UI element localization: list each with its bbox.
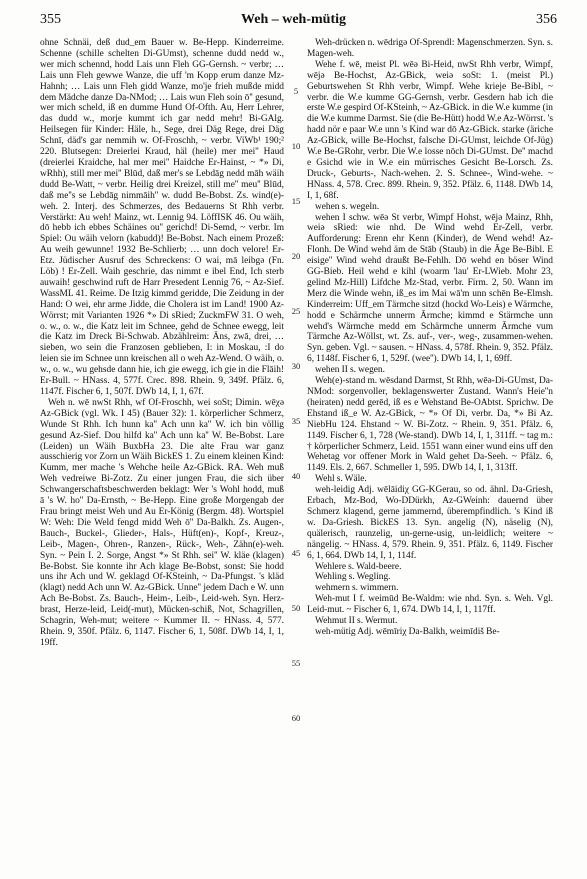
line-number: 45 (291, 548, 301, 558)
entry-wehl: Wehl s. Wäle. (315, 474, 367, 485)
entry-wehmern: wehmern s. wimmern. (315, 583, 399, 594)
header-title: Weh – weh-mütig (241, 12, 346, 27)
line-number: 20 (291, 251, 301, 261)
page-number-left: 355 (40, 12, 61, 27)
entry-wehmuetig: weh-mütig Adj. wēmīriχ Da-Balkh, weimīdiš Be- (315, 626, 500, 637)
left-column (40, 38, 284, 649)
entry-wehe: Wehe f. wē, meist Pl. wēə Bi-Heid, nwSt Rhh verbr, Wimpf, wējə Be-Hochst, Az-GBick, weiə soSt: 1. (meist Pl.) Geburtswehen St Rhh verbr, Wimpf. Wehe krieje Be-Bibl, ~ verbr. die W.e kumme GG-Gernsh, verbr. Gesdern hab ich die erste W.e gespird Of-KSteinh, ~ Az-GBick. in die W.e kumme (in die W.e kumme Darmst. Sie (die Be-Hütt) hodd W.e Az-Wörrst. 's hadd nör e paar W.e unn 's Kind war dō Az-GBick. starke (äriche Az-GBick, wille Be-Hochst, falsche Di-GUmst, leichde Of-Jüg) W.e Be-GRohr, verbr. Die W.e losse nōch Di-GUmst. De'' machd e Gsichd wie in W.e ein mürrisches Gesicht Be-Lorsch. Zs. Druck-, Geburts-, Nach-wehen. 2. S. Schnee-, Wind-wehe. ~ HNass. 4, 578. Crec. 899. Rhein. 9, 352. Pfälz. 6, 1148. DWb 14, I, 1, 68f. (307, 59, 553, 201)
page-number-right: 356 (536, 12, 557, 27)
entry-wehen-ii: wehen II s. wegen. (315, 365, 385, 376)
line-number: 35 (291, 416, 301, 426)
entry-wehen-ref: wehen s. wegeln. (315, 201, 380, 212)
entry-weh-noun: Weh n. wē nwSt Rhh, wf Of-Froschh, wei soSt; Dimin. wēχə Az-GBick (vgl. Wk. I 45) (Bauer 32): 1. körperlicher Schmerz, Wunde St Rhh. Ich hunn ka'' Ach unn ka'' W. ich bin völlig gesund Az-Sief. Dou hilfd ka'' Ach unn ka'' W. Be-Bobst. Lare (Leiden) un Wäih BuxbHa 23. Die alte Frau war ganz ausschierig vor Zorn un Wäih BickES 1. Zu einem kleinen Kind: Kumm, mer mache 's Wehche heile Az-GBick. RA. Weh muß Weh vedreiwe Bi-Zotz. Zu einer jungen Frau, die sich über Schwangerschaftsbeschwerden beklagt: Wer 's Wohl hodd, muß ā 's W. ho'' Da-Ernsth, ~ Be-Hepp. Eine große Morgengab der Frau bringt meist Weh und Au Er-König (Bergm. 48). Wortspiel W: Weh: Die Weld fengd midd Weh ō'' Da-Balkh. Zs. Augen-, Bauch-, Buckel-, Glieder-, Hals-, Hüft(en)-, Kopf-, Kreuz-, Leib-, Magen-, Ohren-, Ranzen-, Rück-, Weh-, Zähn(e)-weh. Syn. ~ Pein I. 2. Sorge, Angst *» St Rhh. sei'' W. kläe (klagen) Be-Bobst. Sie konnte ihr Ach klage Be-Bobst, sonst: Sie hodd uns ihr Ach und W. geklagd Of-KSteinh, ~ Da-Pfungst. 's kläd (klagt) nedd Ach unn W. Az-GBick. Unne'' jedem Dach e W. unn Ach Be-Bobst. Zs. Bauch-, Heim-, Leib-, Leid-weh. Syn. Herz-brast, Herze-leid, Leid(-mut), Mücken-schiß, Not, Schagrillen, Schagrin, Weh-mut; weitere ~ Kummer II. ~ HNass. 4, 577. Rhein. 9, 350f. Pfälz. 6, 1147. Fischer 6, 1, 508f. DWb 14, I, 1, 19ff. (40, 397, 284, 648)
entry-wehmut-i: Weh-mut I f. weimūd Be-Waldm: wie nhd. Syn. s. Weh. Vgl. Leid-mut. ~ Fischer 6, 1, 674. DWb 14, I, 1, 117ff. (307, 594, 553, 616)
entry-wehling: Wehling s. Wegling. (315, 572, 391, 583)
line-number: 25 (291, 306, 301, 316)
running-header (0, 12, 587, 32)
entry-wehlere: Wehlere s. Wald-beere. (315, 561, 402, 572)
entry-wehmut-ii: Wehmut II s. Wermut. (315, 616, 398, 627)
line-number: 40 (291, 471, 301, 481)
line-number: 10 (291, 141, 301, 151)
line-number: 5 (293, 86, 299, 96)
line-number: 30 (291, 361, 301, 371)
line-number: 15 (291, 196, 301, 206)
line-number: 60 (291, 713, 301, 723)
entry-wehestand: Weh(e)-stand m. wēsdand Darmst, St Rhh, wēə-Di-GUmst, Da-NMod: sorgenvoller, beklagenswerter Zustand. Wann's Heie''n (heiraten) nedd gerēd, iß es e Wehstand Be-OAbtst. Sprichw. De Ehstand iß_e W. Az-GBick, ~ *» Of Di, verbr. Da, *» Bi Az. NiebHu 124. Ehstand ~ W. Bi-Zotz. ~ Rhein. 9, 351. Pfälz. 6, 1149. Fischer 6, 1, 728 (We-stand). DWb 14, I, 1, 311ff. ~ tag m.: † körperlicher Schmerz, Leid. 1551 wann einer wund eins uff den Wehetag vor offener Mork in Wald gehet Da-Seeh. ~ Pfälz. 6, 1149. Els. 2, 667. Schmeller 1, 595. DWb 14, I, 1, 313ff. (307, 376, 553, 474)
entry-weh-cont: ohne Schnäi, deß dud_em Bauer w. Be-Hepp. Kinderreime. Schenne (schille schelten Di-GUmst), schenne dudd nedd w., wer mich schennd, hodd Lais unn Fleh GG-Gernsh. ~ verbr; … Lais unn Fleh gewwe Wanze, die uff 'm Kopp erum danze Mz-Hahnh; … Lais unn Fleh gidd Wanze, mo'je frieh mußde midd dem Mädche danze Da-NMod; … Lais wun Fleh soin ō'' gesund, wer mich scheld, iß en dumme Hund Of-Ofth. Au, Herr Lehrer, das dudd w., morje kummt ich gar nedd mehr! Bi-GAlg. Heilsegen für Kinder: Häle, h., Sege, drei Däg Rege, drei Däg Schnī, däd's gar nemmih w. Of-Froschh, ~ verbr. ViWb¹ 190;² 220. Blutsegen: Dreierlei Kraud, häl (heile) mer mei'' Haud (dreierlei Kraidche, hal mer mei'' Haidche Er-Hainst, ~ *» Di, wRhh), still mer mei'' Blūd, daß mer's se Lebdāg nedd māh wäih dudd Be-Watt, ~ verbr. Heilig drei Kreizel, still me'' meu'' Blūd, daß me''s se Lebdāg nimmāih'' w. dudd Be-Bobst. Zs. wind(e)-weh. 2. Interj. des Schmerzes, des Bedauerns St Rhh verbr. Verstärkt: Au weh! Mainz, wt. Lennig 94. LöffISK 46. Ou wäih, dō hebb ich ebbes Schäines ou'' gerichd! Di-Semd, ~ verbr. Im Spiel: Ou wäih velorn (kabudd)! Be-Bobst. Nach einem Prozeß: Au weih gewunne! 1932 Be-Schlierb; … unn doch velore! Er-Etz. Jüdischer Ausruf des Schreckens: O wai, mā leibgə (Fn. Löb) ! Er-Zell. Waih geschrie, das nimmt e ibel End, Ich sterb auwaih! geschwind ruft de Harr Presedent Lennig 76, ~ Az-Sief. WassML 41. Reime. De Itzig kimmd geridde, Die Zeidung in der Hand: O wei, ehr arme Jidde, die Cholera ist im Land! 1900 Az-Wörrst; mit Varianten 1926 *» Di sRied; ZuckmFW 31. O weh, o. w., o. w., die Katz leit im Schnee, gehd de Schnee ewegg, leit die Katz im Dreck Bi-Schwab. Abzählreim: Äns, zwā, drei, … sieben, wo sein die Franzosen geblieben, I: in Moskau, :I do leien sie im Schnee unn kreischen all o weh Az-Wend. O wäih, o. w., o. w., wu gehsde dann hie, ich gie ewegg, ich gie in die Flāih! Er-Bull. ~ HNass. 4, 577f. Crec. 898. Rhein. 9, 349f. Pfälz. 6, 1147f. Fischer 6, 1, 507f. DWb 14, I, 1, 67f. (40, 38, 284, 397)
right-column (307, 38, 553, 638)
entry-wehleidig: weh-leidig Adj. wēlāidiχ GG-KGerau, so od. ähnl. Da-Griesh, Erbach, Mz-Bod, Wo-DDürkh, Az-GWeinh: dauernd über Schmerz klagend, gerne jammernd, überempfindlich. 's Kind iß w. Da-Griesh. BickES 13. Syn. angelig (N), näselig (N), quälerisch, raunzelig, un-gerne-usig, un-leidlich; weitere ~ nängelig. ~ HNass. 4, 579. Rhein. 9, 351. Pfälz. 6, 1149. Fischer 6, 1, 664. DWb 14, I, 1, 114f. (307, 485, 553, 561)
entry-wehen-i: wehen I schw. wēə St verbr, Wimpf Hohst, wējə Mainz, Rhh, weiə sRied: wie nhd. De Wind wehd Er-Zell, verbr. Aufforderung: Erenn ehr Kenn (Kinder), de Wend wehd! Az-Flonh. De Wind wehd äm de Stāb (Staub) in die Āge Be-Bibl. E eisige'' Wind wehd draußt Be-Fehlh. Dō wehd en böser Wind GG-Bieb. Heil wehd e kihl (woarm 'lau' Er-LWieb. Mohr 23, gelind Mz-Hill) Lifdche Mz-Stad, verbr. Firm. 2, 50. Wann im Merz die Winde wehn, iß_es im Mai wā'm unn schēn Be-Elmsh. Kinderreim: Uff_em Tärmche sitzd (hockd Wo-Leis) e Wärmche, hodd e Schärmche unnerm Ārmche; kimmd e Stärmche unn wehd's Wärmche medd em Schärmche unnerm Ārmche vum Tärmche Az-Wöllst, wt. Zs. auf-, ver-, weg-, zusammen-wehen. Syn. geben. Vgl. ~ sausen. ~ HNass. 4, 578f. Rhein. 9, 352. Pfälz. 6, 1148f. Fischer 6, 1, 529f. (wee''). DWb 14, I, 1, 69ff. (307, 212, 553, 365)
line-number: 50 (291, 603, 301, 613)
line-number: 55 (291, 658, 301, 668)
entry-weh-druecken: Weh-drücken n. wēdrigə Of-Sprendl: Magenschmerzen. Syn. s. Magen-weh. (307, 38, 553, 59)
